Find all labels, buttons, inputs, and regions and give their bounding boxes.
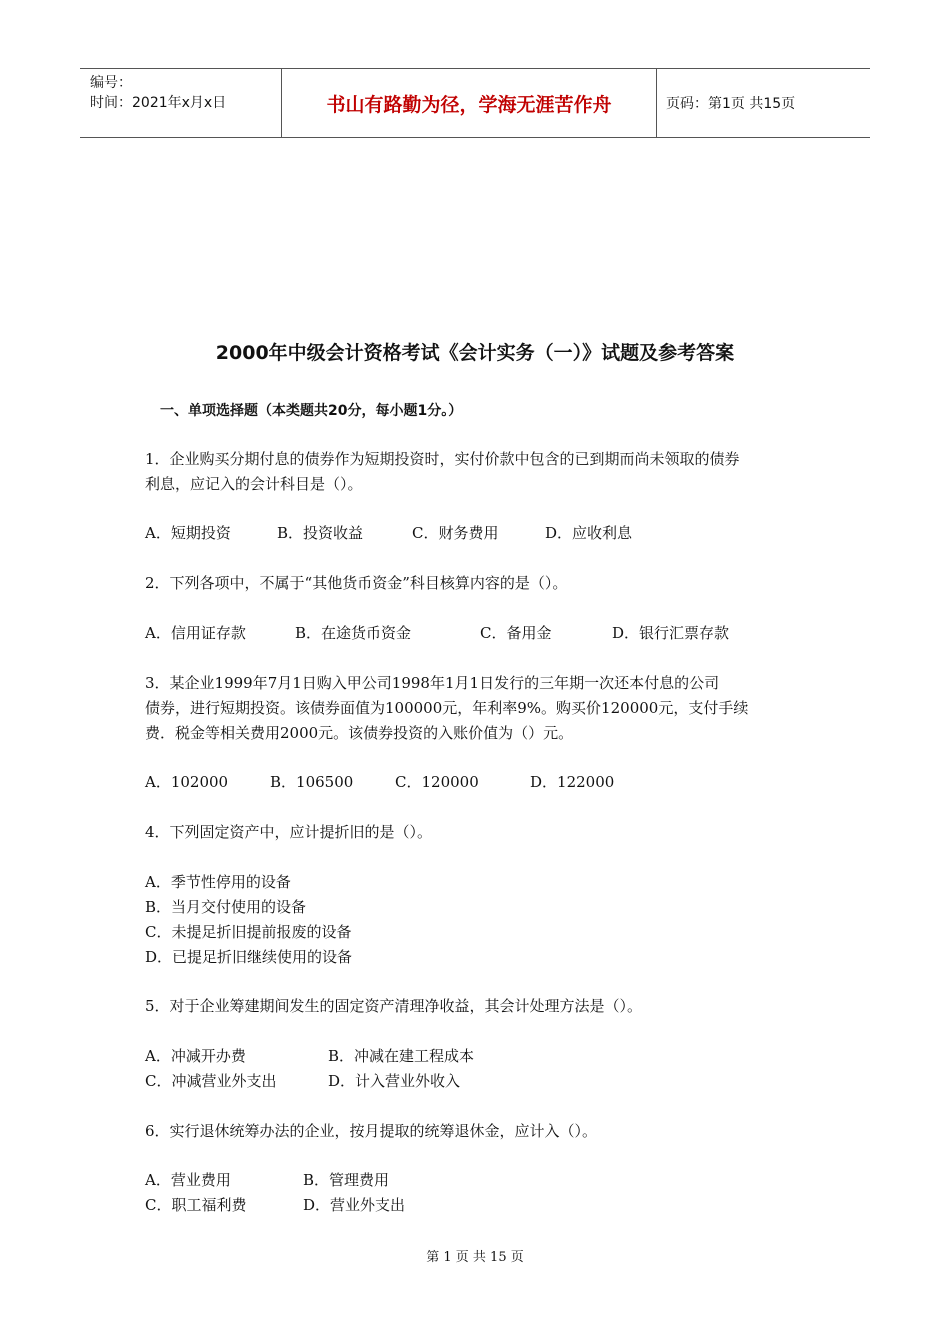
option-b: B．106500 — [270, 773, 354, 791]
option-b: B．在途货币资金 — [295, 624, 412, 642]
option-d: D．营业外支出 — [303, 1196, 406, 1214]
option-a: A．短期投资 — [145, 524, 231, 542]
question-line: 2．下列各项中，不属于“其他货币资金”科目核算内容的是（）。 — [145, 574, 568, 592]
header-meta — [90, 73, 226, 113]
option-a: A．102000 — [145, 773, 229, 791]
option-c: C．120000 — [395, 773, 479, 791]
question-4 — [145, 820, 432, 845]
option-d: D．已提足折旧继续使用的设备 — [145, 948, 353, 966]
question-line: 1．企业购买分期付息的债券作为短期投资时，实付价款中包含的已到期而尚未领取的债券 — [145, 450, 740, 468]
option-a: A．信用证存款 — [145, 624, 246, 642]
question-5 — [145, 994, 642, 1019]
option-c: C．职工福利费 — [145, 1196, 247, 1214]
page-title: 2000年中级会计资格考试《会计实务（一）》试题及参考答案 — [215, 342, 735, 364]
question-1 — [145, 447, 740, 497]
question-6 — [145, 1119, 597, 1144]
option-d: D．应收利息 — [545, 524, 633, 542]
option-c: C．备用金 — [480, 624, 552, 642]
question-line: 4．下列固定资产中，应计提折旧的是（）。 — [145, 823, 433, 841]
option-a: A．冲减开办费 — [145, 1047, 246, 1065]
option-d: D．122000 — [530, 773, 615, 791]
number-label: 编号： — [90, 75, 132, 91]
page-footer: 第 1 页 共 15 页 — [426, 1250, 524, 1265]
question-line: 债券，进行短期投资。该债券面值为100000元，年利率9%。购买价120000元，支付手续 — [145, 699, 749, 717]
option-a: A．季节性停用的设备 — [145, 873, 291, 891]
header-page-info: 页码：第1页 共15页 — [666, 96, 796, 112]
option-d: D．银行汇票存款 — [612, 624, 730, 642]
header-motto: 书山有路勤为径，学海无涯苦作舟 — [326, 94, 612, 116]
option-d: D．计入营业外收入 — [328, 1072, 461, 1090]
question-line: 利息，应记入的会计科目是（）。 — [145, 475, 363, 493]
question-2 — [145, 571, 567, 596]
document-header — [80, 68, 870, 138]
option-b: B．冲减在建工程成本 — [328, 1047, 475, 1065]
option-c: C．财务费用 — [412, 524, 499, 542]
option-a: A．营业费用 — [145, 1171, 231, 1189]
option-c: C．未提足折旧提前报废的设备 — [145, 923, 352, 941]
option-c: C．冲减营业外支出 — [145, 1072, 277, 1090]
option-b: B．投资收益 — [277, 524, 364, 542]
section-heading: 一、单项选择题（本类题共20分，每小题1分。） — [160, 403, 463, 419]
header-divider — [656, 69, 657, 137]
option-b: B．当月交付使用的设备 — [145, 898, 307, 916]
question-line: 3．某企业1999年7月1日购入甲公司1998年1月1日发行的三年期一次还本付息的公司 — [145, 674, 720, 692]
question-line: 6．实行退休统筹办法的企业，按月提取的统筹退休金，应计入（）。 — [145, 1122, 598, 1140]
option-b: B．管理费用 — [303, 1171, 390, 1189]
time-label: 时间：2021年x月x日 — [90, 95, 227, 111]
question-line: 5．对于企业筹建期间发生的固定资产清理净收益，其会计处理方法是（）。 — [145, 997, 643, 1015]
question-3 — [145, 671, 748, 746]
question-line: 费．税金等相关费用2000元。该债券投资的入账价值为（）元。 — [145, 724, 574, 742]
